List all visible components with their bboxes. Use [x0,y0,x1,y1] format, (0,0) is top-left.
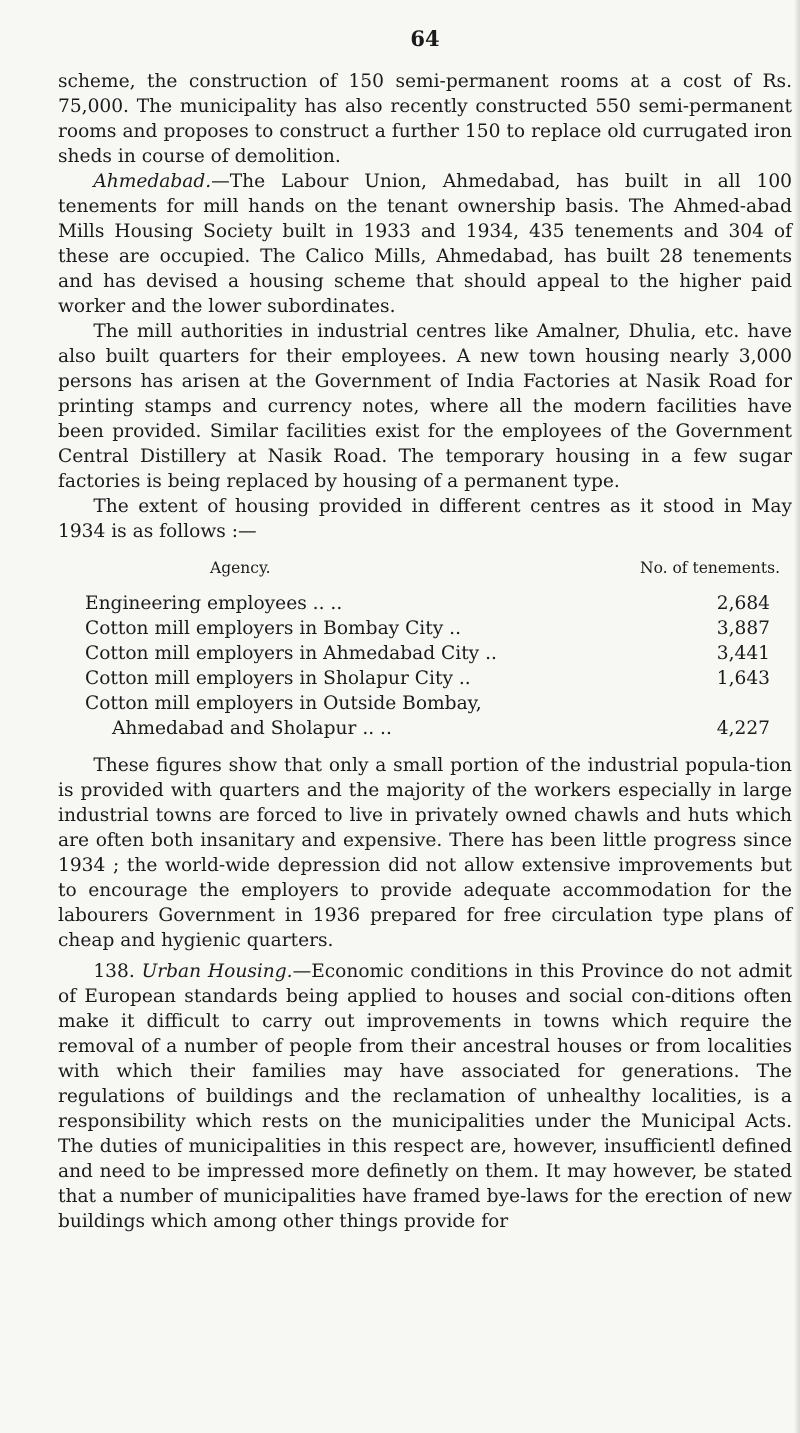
row-agency: Cotton mill employers in Bombay City .. [85,618,461,639]
paragraph-figures: These figures show that only a small portion of the industrial popula-tion is provided with quarters and the majority of the workers especially in large industrial towns are forced to live in privately owned chawls and huts which are often both insanitary and expensive. There has been little progress since 1934 ; the world-wide depression did not allow extensive improvements but to encourage the employers to provide adequate accommodation for the labourers Government in 1936 prepared for free circulation type plans of cheap and hygienic quarters. [58,755,792,951]
table-row [58,616,792,641]
paragraph-extent: The extent of housing provided in different centres as it stood in May 1934 is as follows :— [58,496,792,542]
row-count: 2,684 [716,593,770,614]
paragraph-ahmedabad [58,169,792,319]
paragraph-urban-housing [58,959,792,1234]
row-count: 4,227 [716,718,770,739]
ahmedabad-text: —The Labour Union, Ahmedabad, has built in all 100 tenements for mill hands on the tenant ownership basis. The Ahmed-abad Mills Housing Society built in 1933 and 1934, 435 tenements and 304 of these are occupied. The Calico Mills, Ahmedabad, has built 28 tenements and has devised a housing scheme that should appeal to the higher paid worker and the lower subordinates. [58,171,792,317]
paragraph-scheme: scheme, the construction of 150 semi-permanent rooms at a cost of Rs. 75,000. The municipality has also recently constructed 550 semi-permanent rooms and proposes to construct a further 150 to replace old currugated iron sheds in course of demolition. [58,71,792,167]
ahmedabad-heading: Ahmedabad. [93,171,212,192]
table-row [58,591,792,616]
row-count: 1,643 [716,668,770,689]
tenements-table [58,556,792,741]
page-number: 64 [410,26,440,51]
table-header [58,556,792,581]
page-edge-shadow [794,0,800,1433]
row-agency: Engineering employees .. .. [85,593,343,614]
document-page [58,26,792,1234]
row-count: 3,887 [716,618,770,639]
paragraph-mill-authorities: The mill authorities in industrial centres like Amalner, Dhulia, etc. have also built quarters for their employees. A new town housing nearly 3,000 persons has arisen at the Government of India Factories at Nasik Road for printing stamps and currency notes, where all the modern facilities have been provided. Similar facilities exist for the employees of the Government Central Distillery at Nasik Road. The temporary housing in a few sugar factories is being replaced by housing of a permanent type. [58,321,792,492]
row-agency: Cotton mill employers in Ahmedabad City .. [85,643,497,664]
table-row [58,641,792,666]
table-row [58,691,792,741]
urban-housing-heading: Urban Housing. [141,961,293,982]
row-count: 3,441 [716,643,770,664]
header-count: No. of tenements. [640,559,780,577]
row-agency: Cotton mill employers in Sholapur City .. [85,668,471,689]
header-agency: Agency. [210,559,271,577]
urban-housing-text: —Economic conditions in this Province do not admit of European standards being applied to houses and social con-ditions often make it difficult to carry out improvements in towns which require the removal of a number of people from their ancestral houses or from localities with which their families may have associated for generations. The regulations of buildings and the reclamation of unhealthy localities, is a responsibility which rests on the municipalities under the Municipal Acts. The duties of municipalities in this respect are, however, insufficientl defined and need to be impressed more definetly on them. It may however, be stated that a number of municipalities have framed bye-laws for the erection of new buildings which among other things provide for [58,961,792,1232]
section-number: 138. [93,961,135,982]
table-row [58,666,792,691]
row-agency: Cotton mill employers in Outside Bombay, Ahmedabad and Sholapur .. .. [85,693,482,739]
